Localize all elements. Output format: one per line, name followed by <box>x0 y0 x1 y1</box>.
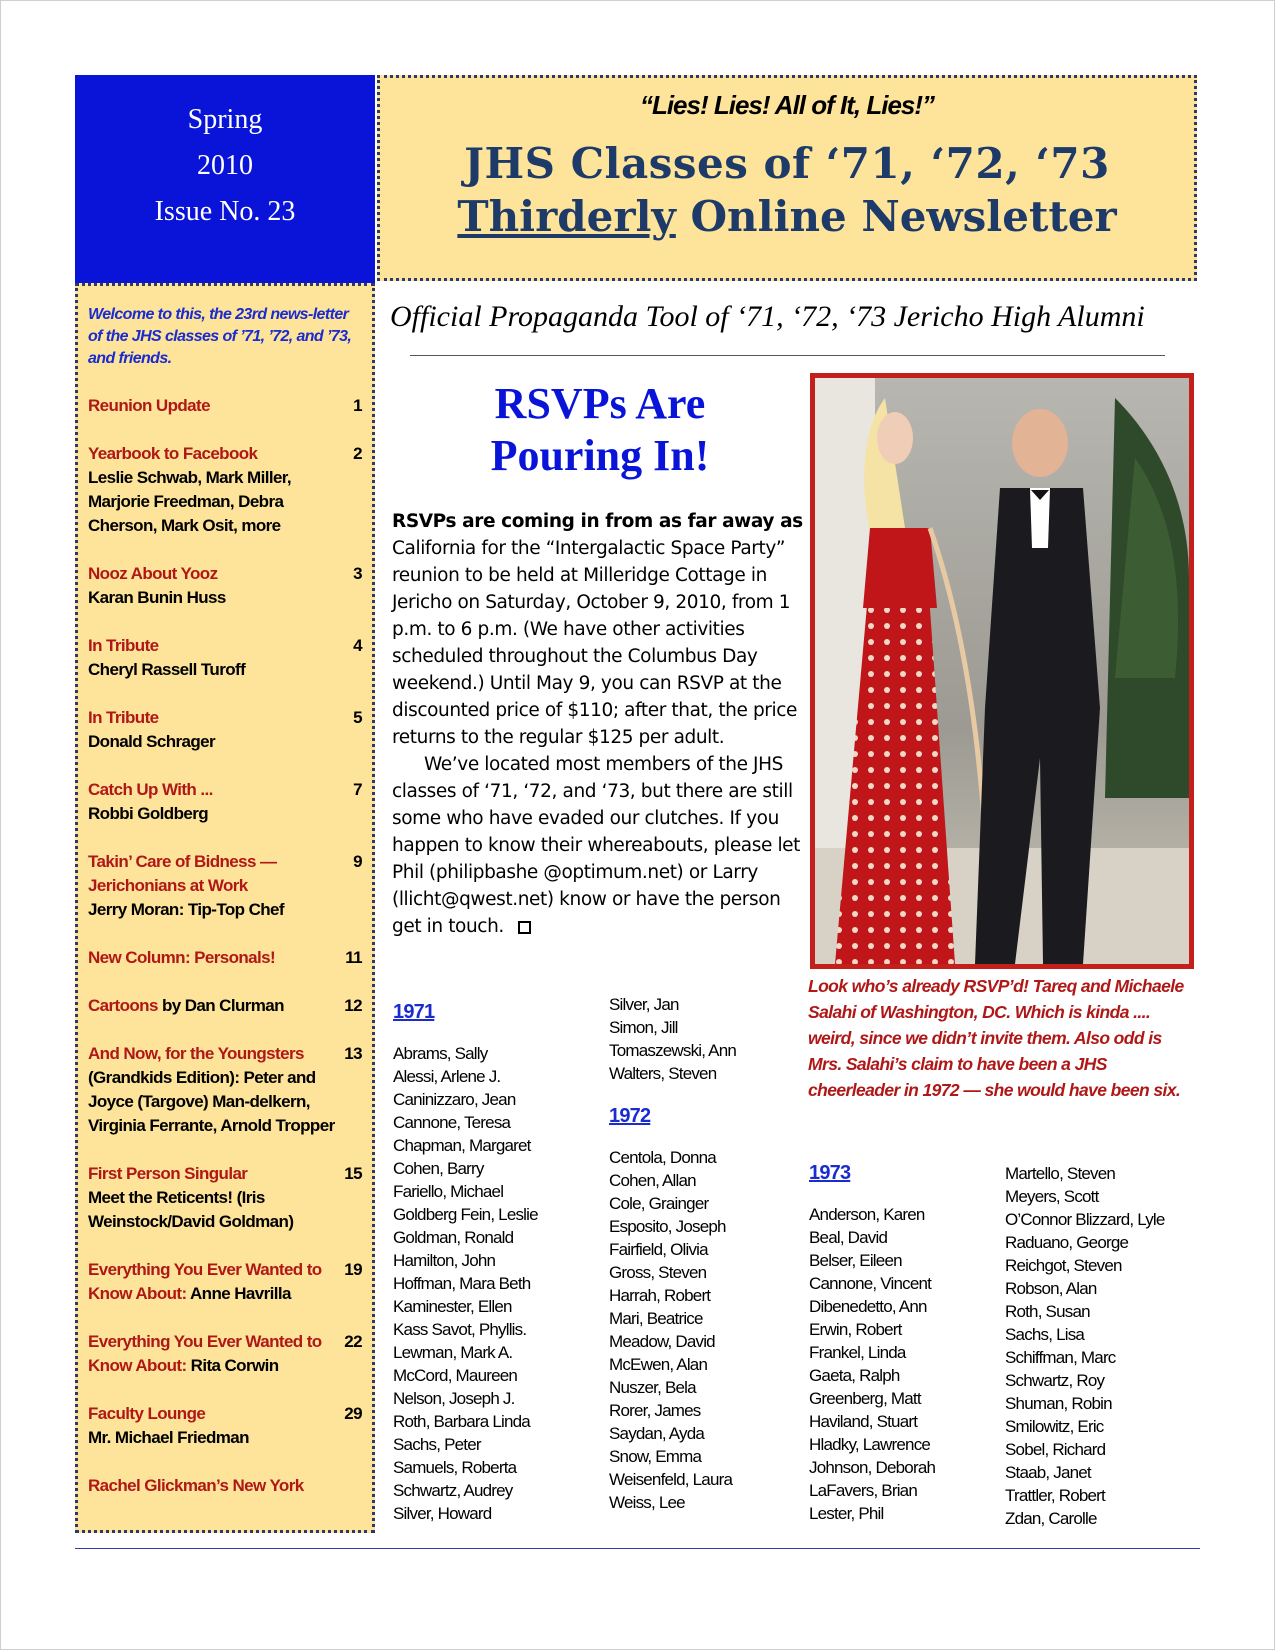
alumni-name: LaFavers, Brian <box>809 1481 917 1500</box>
alumni-name: Schiffman, Marc <box>1005 1348 1116 1367</box>
toc-item-text <box>88 1258 340 1306</box>
toc-item[interactable] <box>88 394 362 418</box>
alumni-name: Roth, Barbara Linda <box>393 1412 530 1431</box>
article-body <box>392 508 807 940</box>
toc-item-inline: Anne Havrilla <box>186 1284 291 1303</box>
alumni-name: Alessi, Arlene J. <box>393 1067 501 1086</box>
alumni-name: Roth, Susan <box>1005 1302 1090 1321</box>
toc-item[interactable] <box>88 994 362 1018</box>
names-1971-a <box>393 1042 593 1525</box>
toc-item-description: (Grandkids Edition): Peter and Joyce (Targove) Man-delkern, Virginia Ferrante, Arnold Tropper <box>88 1068 335 1135</box>
toc-item-description: Meet the Reticents! (Iris Weinstock/David Goldman) <box>88 1188 294 1231</box>
article-para1-rest: California for the “Intergalactic Space Party” reunion to be held at Milleridge Cottage in Jericho on Saturday, October 9, 2010, from 1 p.m. to 6 p.m. (We have other activities scheduled throughout the Columbus Day weekend.) Until May 9, you can RSVP at the discounted price of $110; after that, the price returns to the regular $125 per adult. <box>392 538 798 748</box>
alumni-name: Hamilton, John <box>393 1251 496 1270</box>
alumni-name: Samuels, Roberta <box>393 1458 517 1477</box>
alumni-name: Nelson, Joseph J. <box>393 1389 515 1408</box>
alumni-name: Reichgot, Steven <box>1005 1256 1122 1275</box>
year-heading-1973[interactable]: 1973 <box>809 1162 851 1184</box>
toc-item[interactable] <box>88 1258 362 1306</box>
toc-item-description: Leslie Schwab, Mark Miller, Marjorie Freedman, Debra Cherson, Mark Osit, more <box>88 468 291 535</box>
toc-item-text <box>88 1162 340 1234</box>
toc-item-text <box>88 850 340 922</box>
alumni-name: Beal, David <box>809 1228 888 1247</box>
alumni-name: Nuszer, Bela <box>609 1378 696 1397</box>
toc-item-text <box>88 442 340 538</box>
toc-item-description: Robbi Goldberg <box>88 804 209 823</box>
alumni-name: Robson, Alan <box>1005 1279 1097 1298</box>
list-1971 <box>393 1001 593 1525</box>
alumni-name: Weiss, Lee <box>609 1493 685 1512</box>
toc-item-description: Jerry Moran: Tip-Top Chef <box>88 900 284 919</box>
title-thirderly: Thirderly <box>457 192 676 241</box>
list-1973-continued <box>1005 1162 1200 1530</box>
alumni-name: Abrams, Sally <box>393 1044 488 1063</box>
newsletter-title-line1: JHS Classes of ‘71, ‘72, ‘73 <box>464 139 1110 188</box>
toc-item-heading: In Tribute <box>88 636 159 655</box>
alumni-name: Greenberg, Matt <box>809 1389 921 1408</box>
toc-item-page <box>340 1474 362 1498</box>
alumni-name: Centola, Donna <box>609 1148 716 1167</box>
toc-item[interactable] <box>88 946 362 970</box>
alumni-name: Smilowitz, Eric <box>1005 1417 1104 1436</box>
alumni-name: Cannone, Vincent <box>809 1274 932 1293</box>
alumni-name: Cohen, Allan <box>609 1171 696 1190</box>
names-1973-a <box>809 1203 1004 1525</box>
names-1973-b <box>1005 1162 1200 1530</box>
toc-item-heading: First Person Singular <box>88 1164 248 1183</box>
alumni-name: Schwartz, Audrey <box>393 1481 513 1500</box>
alumni-name: Martello, Steven <box>1005 1164 1116 1183</box>
toc-item[interactable] <box>88 778 362 826</box>
toc-item-heading: Everything You Ever Wanted to Know About: <box>88 1332 322 1375</box>
toc-item-page: 15 <box>344 1164 362 1183</box>
alumni-name: Chapman, Margaret <box>393 1136 531 1155</box>
alumni-name: Cole, Grainger <box>609 1194 709 1213</box>
alumni-name: Simon, Jill <box>609 1018 678 1037</box>
couple-photo-illustration <box>815 378 1189 964</box>
alumni-name: Walters, Steven <box>609 1064 717 1083</box>
toc-item[interactable] <box>88 1402 362 1450</box>
toc-item-heading: Cartoons <box>88 996 158 1015</box>
toc-item-text <box>88 1330 340 1378</box>
title-box <box>377 75 1197 281</box>
toc-item-text <box>88 394 340 418</box>
alumni-name: Schwartz, Roy <box>1005 1371 1105 1390</box>
alumni-name: Weisenfeld, Laura <box>609 1470 733 1489</box>
alumni-name: McEwen, Alan <box>609 1355 708 1374</box>
list-1973 <box>809 1162 1004 1525</box>
alumni-name: Belser, Eileen <box>809 1251 902 1270</box>
alumni-name: Rorer, James <box>609 1401 701 1420</box>
toc-item-heading: Catch Up With ... <box>88 780 213 799</box>
toc-item-text <box>88 946 340 970</box>
alumni-name: McCord, Maureen <box>393 1366 518 1385</box>
alumni-name: Kaminester, Ellen <box>393 1297 512 1316</box>
alumni-name: Esposito, Joseph <box>609 1217 726 1236</box>
alumni-name: Kass Savot, Phyllis. <box>393 1320 527 1339</box>
toc-item-description: Cheryl Rassell Turoff <box>88 660 246 679</box>
toc-item-page: 29 <box>344 1404 362 1423</box>
toc-item[interactable] <box>88 1162 362 1234</box>
toc-item-heading: Yearbook to Facebook <box>88 444 258 463</box>
article-paragraph-1 <box>392 508 807 751</box>
toc-item-page: 5 <box>353 708 362 727</box>
alumni-name: Hladky, Lawrence <box>809 1435 931 1454</box>
toc-item-page: 22 <box>344 1332 362 1351</box>
toc-item-text <box>88 634 340 682</box>
toc-item-page: 19 <box>344 1260 362 1279</box>
alumni-name: Zdan, Carolle <box>1005 1509 1097 1528</box>
list-1971-continued <box>609 993 799 1514</box>
alumni-name: Trattler, Robert <box>1005 1486 1105 1505</box>
alumni-name: Mari, Beatrice <box>609 1309 703 1328</box>
toc-item-text <box>88 1402 340 1450</box>
alumni-name: Lewman, Mark A. <box>393 1343 513 1362</box>
title-rest: Online Newsletter <box>675 192 1117 241</box>
year-heading-1971[interactable]: 1971 <box>393 1001 435 1023</box>
toc-item-text <box>88 706 340 754</box>
toc-item-page: 12 <box>344 996 362 1015</box>
alumni-name: Gaeta, Ralph <box>809 1366 900 1385</box>
toc-item-text <box>88 562 340 610</box>
toc-item[interactable] <box>88 1330 362 1378</box>
toc-item-page: 2 <box>353 444 362 463</box>
names-1971-b <box>609 993 799 1085</box>
alumni-name: Gross, Steven <box>609 1263 707 1282</box>
alumni-name: O’Connor Blizzard, Lyle <box>1005 1210 1165 1229</box>
alumni-name: Silver, Howard <box>393 1504 492 1523</box>
toc-item[interactable] <box>88 706 362 754</box>
toc-item-heading: Faculty Lounge <box>88 1404 206 1423</box>
toc-item[interactable] <box>88 634 362 682</box>
alumni-name: Hoffman, Mara Beth <box>393 1274 531 1293</box>
alumni-name: Saydan, Ayda <box>609 1424 705 1443</box>
alumni-name: Sobel, Richard <box>1005 1440 1106 1459</box>
toc-item[interactable] <box>88 442 362 538</box>
issue-season: Spring <box>187 104 263 135</box>
subtitle-rule <box>410 355 1165 356</box>
names-1972 <box>609 1146 799 1514</box>
newsletter-title-line2 <box>380 192 1194 241</box>
issue-year: 2010 <box>197 150 253 181</box>
toc-item-description: Karan Bunin Huss <box>88 588 226 607</box>
subtitle: Official Propaganda Tool of ‘71, ‘72, ‘73 Jericho High Alumni <box>390 300 1145 333</box>
alumni-name: Caninizzaro, Jean <box>393 1090 516 1109</box>
toc-item-text <box>88 994 340 1018</box>
alumni-name: Staab, Janet <box>1005 1463 1091 1482</box>
article-para2-text: We’ve located most members of the JHS classes of ‘71, ‘72, and ‘73, but there are still some who have evaded our clutches. If you happen to know their whereabouts, please let Phil (philipbashe @optimum.net) or Larry (llicht@qwest.net) know or have the person get in touch. <box>392 754 801 937</box>
toc-item-description: Mr. Michael Friedman <box>88 1428 249 1447</box>
year-heading-1972[interactable]: 1972 <box>609 1105 651 1127</box>
alumni-name: Goldman, Ronald <box>393 1228 514 1247</box>
toc-item-page: 3 <box>353 564 362 583</box>
toc-item[interactable] <box>88 1474 362 1498</box>
toc-item-inline: Rita Corwin <box>186 1356 279 1375</box>
alumni-name: Johnson, Deborah <box>809 1458 936 1477</box>
alumni-name: Anderson, Karen <box>809 1205 925 1224</box>
alumni-name: Dibenedetto, Ann <box>809 1297 927 1316</box>
toc-item-text <box>88 778 340 826</box>
toc-item-heading: Reunion Update <box>88 396 210 415</box>
toc-item[interactable] <box>88 850 362 922</box>
alumni-name: Meadow, David <box>609 1332 715 1351</box>
alumni-name: Goldberg Fein, Leslie <box>393 1205 538 1224</box>
toc-item-text <box>88 1474 340 1498</box>
toc-welcome: Welcome to this, the 23rd news-letter of the JHS classes of ’71, ’72, and ’73, and friends. <box>88 306 352 367</box>
toc-items <box>88 394 362 1498</box>
toc-item-heading: And Now, for the Youngsters <box>88 1044 304 1063</box>
alumni-name: Silver, Jan <box>609 995 679 1014</box>
toc-item-description: Donald Schrager <box>88 732 216 751</box>
toc-item-heading: Takin’ Care of Bidness — Jerichonians at Work <box>88 852 277 895</box>
article-paragraph-2 <box>392 751 807 940</box>
alumni-name: Sachs, Peter <box>393 1435 481 1454</box>
alumni-name: Frankel, Linda <box>809 1343 906 1362</box>
issue-number: Issue No. 23 <box>154 196 296 227</box>
reunion-photo <box>810 373 1194 969</box>
toc-item-page: 1 <box>353 396 362 415</box>
alumni-name: Lester, Phil <box>809 1504 884 1523</box>
alumni-name: Sachs, Lisa <box>1005 1325 1085 1344</box>
toc-item-page: 13 <box>344 1044 362 1063</box>
alumni-name: Tomaszewski, Ann <box>609 1041 737 1060</box>
toc-item-page: 4 <box>353 636 362 655</box>
toc-item-heading: New Column: Personals! <box>88 948 276 967</box>
headline-line2: Pouring In! <box>490 431 710 480</box>
alumni-name: Haviland, Stuart <box>809 1412 918 1431</box>
alumni-name: Shuman, Robin <box>1005 1394 1112 1413</box>
toc-item-inline: by Dan Clurman <box>157 996 284 1015</box>
alumni-name: Fairfield, Olivia <box>609 1240 708 1259</box>
toc-item-heading: Nooz About Yooz <box>88 564 218 583</box>
toc-item-heading: In Tribute <box>88 708 159 727</box>
toc-item[interactable] <box>88 1042 362 1138</box>
article-headline <box>410 378 790 482</box>
alumni-name: Raduano, George <box>1005 1233 1129 1252</box>
alumni-name: Meyers, Scott <box>1005 1187 1099 1206</box>
toc-item-heading: Rachel Glickman’s New York <box>88 1476 304 1495</box>
table-of-contents <box>75 283 375 1533</box>
article-lead: RSVPs are coming in from as far away as <box>392 511 803 532</box>
photo-caption: Look who’s already RSVP’d! Tareq and Michaele Salahi of Washington, DC. Which is kinda .... weird, since we didn’t invite them. Also odd is Mrs. Salahi’s claim to have been a JHS cheerleader in 1972 — she would have been six. <box>808 976 1184 1100</box>
alumni-name: Fariello, Michael <box>393 1182 504 1201</box>
toc-item[interactable] <box>88 562 362 610</box>
alumni-name: Harrah, Robert <box>609 1286 711 1305</box>
toc-item-page: 7 <box>353 780 362 799</box>
issue-box <box>75 75 375 283</box>
bottom-rule <box>75 1548 1200 1549</box>
alumni-name: Erwin, Robert <box>809 1320 902 1339</box>
end-of-article-icon <box>518 921 531 934</box>
toc-item-page: 9 <box>353 852 362 871</box>
toc-item-text <box>88 1042 340 1138</box>
toc-item-heading: Everything You Ever Wanted to Know About: <box>88 1260 322 1303</box>
toc-item-page: 11 <box>345 948 362 967</box>
alumni-name: Cohen, Barry <box>393 1159 484 1178</box>
alumni-name: Cannone, Teresa <box>393 1113 511 1132</box>
tagline: “Lies! Lies! All of It, Lies!” <box>639 90 935 120</box>
headline-line1: RSVPs Are <box>494 379 706 428</box>
alumni-name: Snow, Emma <box>609 1447 702 1466</box>
